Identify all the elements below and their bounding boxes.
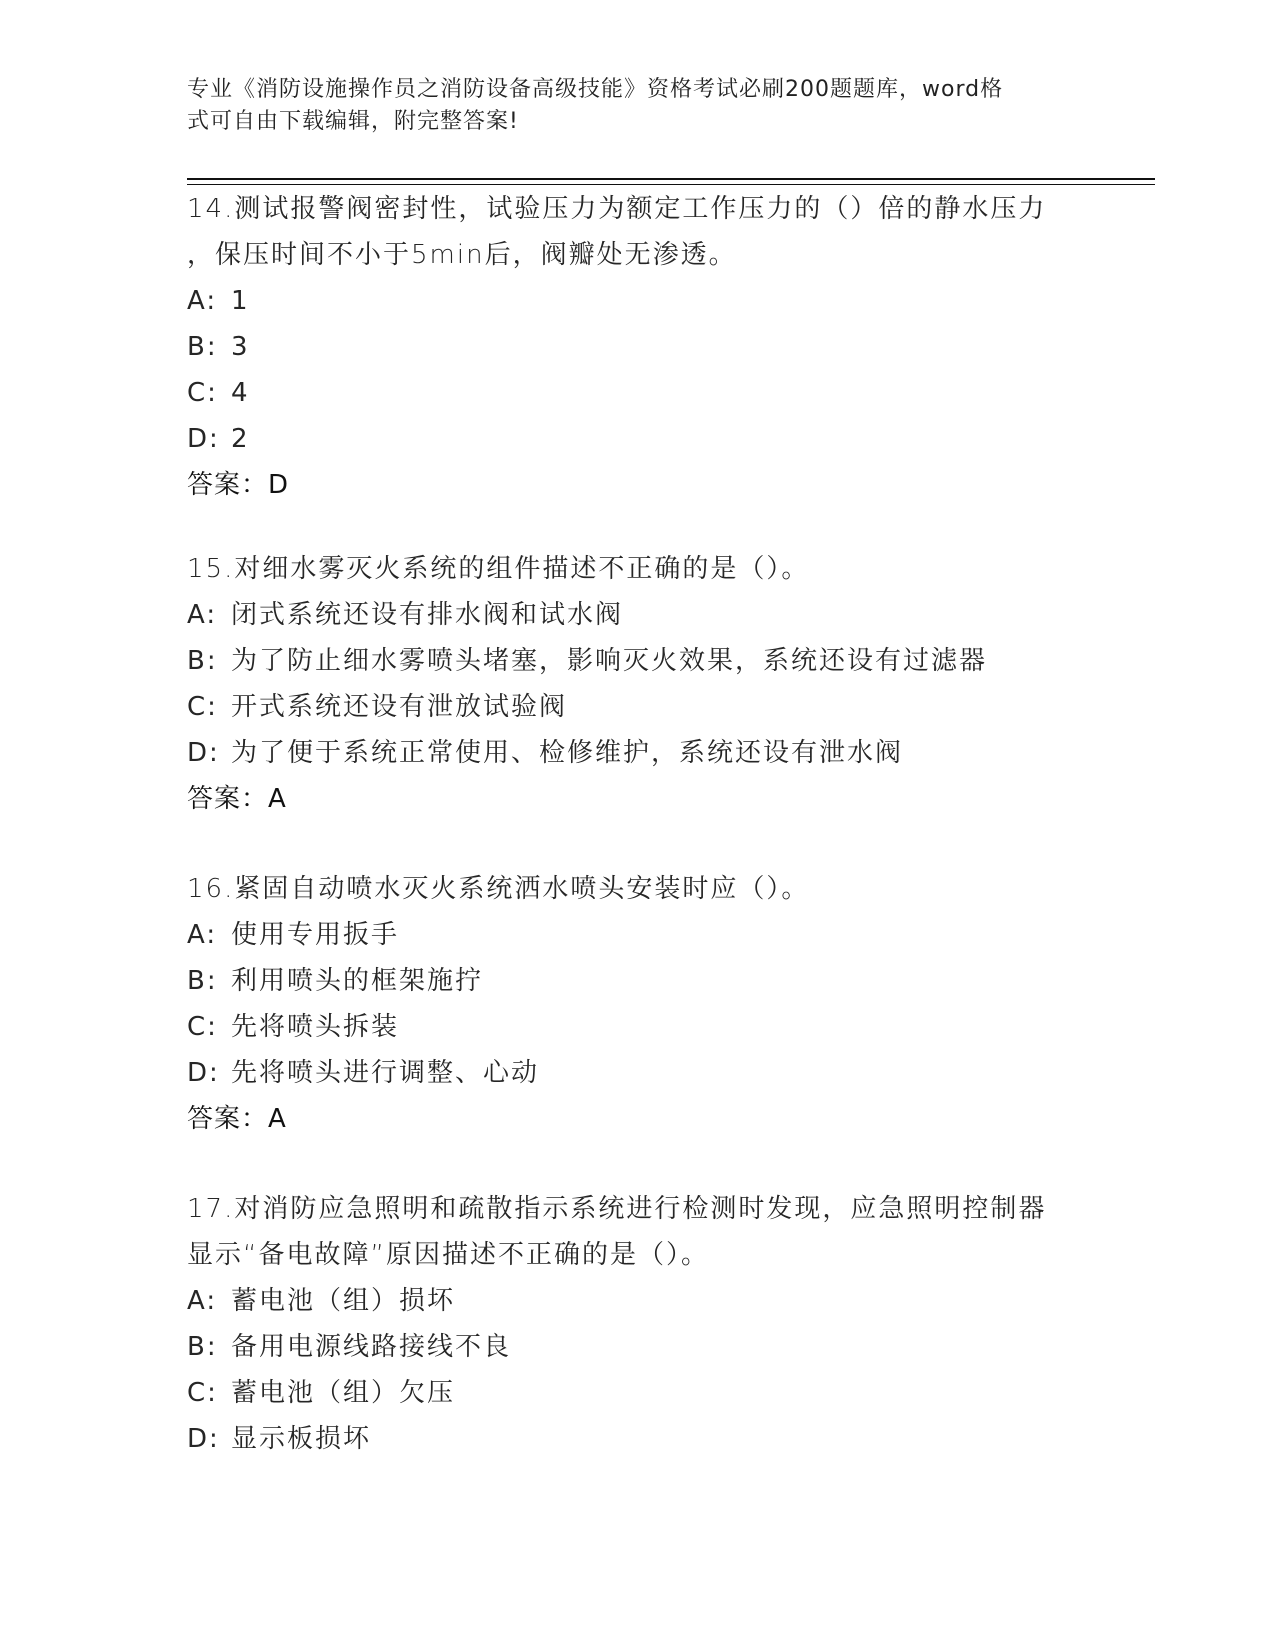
question-text-line-2: 显示“备电故障”原因描述不正确的是（）。 xyxy=(187,1240,709,1270)
option-letter: D: xyxy=(187,1424,220,1454)
option-text: 开式系统还设有泄放试验阀 xyxy=(231,692,568,722)
answer-line: 答案：A xyxy=(187,1104,287,1134)
option-letter: D: xyxy=(187,424,220,454)
question-number: 14. xyxy=(187,194,235,224)
option-letter: D: xyxy=(187,1058,220,1088)
option-text: 蓄电池（组）欠压 xyxy=(231,1378,456,1408)
question-16 xyxy=(187,866,1087,1142)
question-stem xyxy=(187,866,1087,912)
answer-line: 答案：A xyxy=(187,784,287,814)
option-b xyxy=(187,1324,1087,1370)
option-letter: A: xyxy=(187,920,218,950)
option-text: 为了便于系统正常使用、检修维护，系统还设有泄水阀 xyxy=(231,738,904,768)
option-text: 使用专用扳手 xyxy=(231,920,400,950)
option-letter: C: xyxy=(187,1378,218,1408)
option-d xyxy=(187,416,1087,462)
question-text-line-2: ，保压时间不小于5min后，阀瓣处无渗透。 xyxy=(187,240,737,270)
option-text: 4 xyxy=(231,378,250,408)
option-text: 3 xyxy=(231,332,250,362)
option-a xyxy=(187,1278,1087,1324)
option-letter: B: xyxy=(187,1332,218,1362)
option-letter: D: xyxy=(187,738,220,768)
question-14 xyxy=(187,186,1087,508)
option-b xyxy=(187,958,1087,1004)
option-text: 2 xyxy=(231,424,250,454)
answer-line: 答案：D xyxy=(187,470,290,500)
question-text-line-1: 测试报警阀密封性，试验压力为额定工作压力的（）倍的静水压力 xyxy=(234,194,1047,224)
option-text: 闭式系统还设有排水阀和试水阀 xyxy=(231,600,624,630)
option-a xyxy=(187,592,1087,638)
option-text: 为了防止细水雾喷头堵塞，影响灭火效果，系统还设有过滤器 xyxy=(231,646,988,676)
option-letter: C: xyxy=(187,1012,218,1042)
option-text: 备用电源线路接线不良 xyxy=(231,1332,512,1362)
header-divider-bottom xyxy=(187,184,1155,185)
question-number: 15. xyxy=(187,554,235,584)
question-stem xyxy=(187,1186,1087,1232)
question-stem xyxy=(187,546,1087,592)
option-b xyxy=(187,638,1087,684)
option-d xyxy=(187,1416,1087,1462)
option-d xyxy=(187,730,1087,776)
header-line-1: 专业《消防设施操作员之消防设备高级技能》资格考试必刷200题题库，word格 xyxy=(187,77,1004,102)
option-text: 1 xyxy=(231,286,250,316)
option-text: 蓄电池（组）损坏 xyxy=(231,1286,456,1316)
option-letter: A: xyxy=(187,286,218,316)
question-stem xyxy=(187,186,1087,232)
question-text-line-1: 紧固自动喷水灭火系统洒水喷头安装时应（）。 xyxy=(234,874,810,904)
option-c xyxy=(187,684,1087,730)
question-15 xyxy=(187,546,1087,822)
question-text-line-1: 对消防应急照明和疏散指示系统进行检测时发现，应急照明控制器 xyxy=(234,1194,1047,1224)
option-c xyxy=(187,370,1087,416)
header-line-2: 式可自由下载编辑，附完整答案! xyxy=(187,109,519,134)
option-text: 利用喷头的框架施拧 xyxy=(231,966,484,996)
header-divider-top xyxy=(187,178,1155,180)
option-a xyxy=(187,912,1087,958)
option-letter: B: xyxy=(187,646,218,676)
option-letter: A: xyxy=(187,600,218,630)
option-letter: B: xyxy=(187,332,218,362)
option-a xyxy=(187,278,1087,324)
option-text: 先将喷头拆装 xyxy=(231,1012,400,1042)
option-letter: B: xyxy=(187,966,218,996)
option-letter: A: xyxy=(187,1286,218,1316)
option-text: 先将喷头进行调整、心动 xyxy=(231,1058,540,1088)
document-header xyxy=(187,74,1067,138)
option-b xyxy=(187,324,1087,370)
option-c xyxy=(187,1004,1087,1050)
option-letter: C: xyxy=(187,378,218,408)
option-letter: C: xyxy=(187,692,218,722)
option-text: 显示板损坏 xyxy=(231,1424,372,1454)
question-text-line-1: 对细水雾灭火系统的组件描述不正确的是（）。 xyxy=(234,554,810,584)
option-c xyxy=(187,1370,1087,1416)
option-d xyxy=(187,1050,1087,1096)
question-number: 17. xyxy=(187,1194,235,1224)
question-number: 16. xyxy=(187,874,235,904)
question-17 xyxy=(187,1186,1087,1462)
